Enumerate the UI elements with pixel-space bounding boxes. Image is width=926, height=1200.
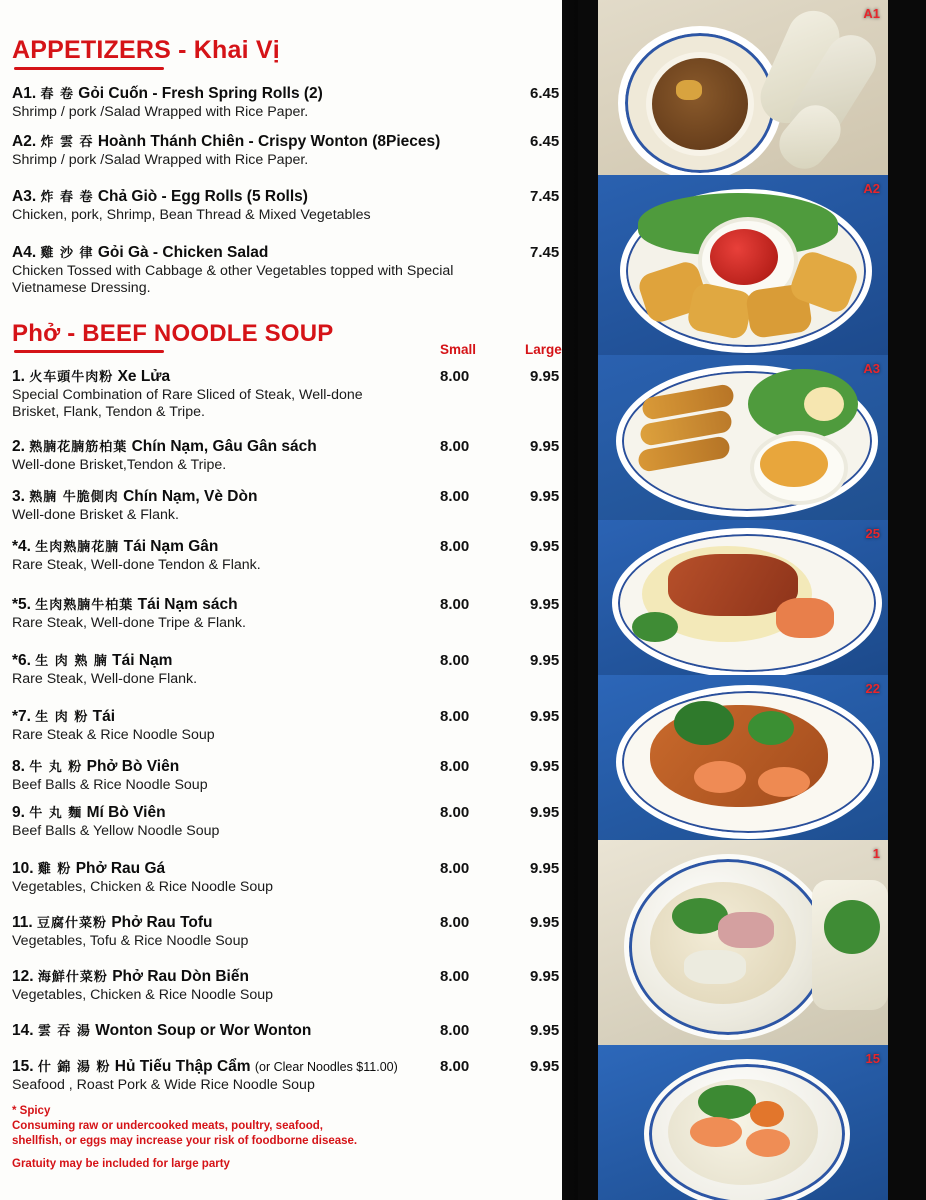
menu-item (12, 708, 572, 744)
shrimp (776, 598, 834, 638)
item-description: Rare Steak, Well-done Flank. (12, 671, 198, 688)
item-price-large: 9.95 (530, 968, 560, 985)
item-price-large: 9.95 (530, 1058, 560, 1075)
spicy-legend: * Spicy (12, 1105, 51, 1117)
crushed-peanuts (676, 80, 702, 100)
item-price-large: 9.95 (530, 368, 560, 385)
item-price-large: 9.95 (530, 652, 560, 669)
broccoli (674, 701, 734, 745)
photo-egg-rolls (598, 355, 888, 520)
item-description: Chicken Tossed with Cabbage & other Vegetables topped with Special Vietnamese Dressing. (12, 263, 454, 297)
item-price: 7.45 (530, 244, 560, 261)
photo-badge: A2 (863, 181, 880, 196)
shrimp (690, 1117, 742, 1147)
photo-badge: 25 (865, 526, 880, 541)
photo-pho-bowl (598, 840, 888, 1045)
gratuity-note: Gratuity may be included for large party (12, 1157, 230, 1170)
menu-item (12, 85, 572, 121)
item-price-large: 9.95 (530, 860, 560, 877)
item-price-large: 9.95 (530, 438, 560, 455)
item-price: 6.45 (530, 133, 560, 150)
item-number: A1. (12, 85, 37, 102)
pho-heading: Phở - BEEF NOODLE SOUP (12, 320, 334, 347)
item-chinese: 春 卷 (40, 87, 74, 102)
item-number: A2. (12, 133, 37, 150)
item-chinese: 火车頭牛肉粉 (29, 370, 114, 385)
photo-badge: A1 (863, 6, 880, 21)
item-title-line (12, 538, 572, 556)
menu-item (12, 438, 572, 474)
item-name: Mí Bò Viên (86, 804, 166, 821)
item-price-small: 8.00 (440, 914, 470, 931)
item-chinese: 炸 雲 吞 (40, 135, 94, 150)
appetizers-underline (14, 67, 164, 70)
item-title-line (12, 804, 572, 822)
shrimp (694, 761, 746, 793)
item-title-line (12, 596, 572, 614)
item-title-line (12, 438, 572, 456)
menu-item (12, 1058, 572, 1094)
item-name: Xe Lửa (117, 368, 171, 385)
item-description: Rare Steak, Well-done Tripe & Flank. (12, 615, 246, 632)
item-name: Hủ Tiếu Thập Cẩm (114, 1058, 251, 1075)
menu-item (12, 804, 572, 840)
item-chinese: 炸 春 卷 (40, 190, 94, 205)
item-chinese: 生肉熟腩花腩 (35, 540, 120, 555)
photo-stirfry-noodles (598, 675, 888, 840)
item-price-small: 8.00 (440, 652, 470, 669)
shrimp (758, 767, 810, 797)
photo-rice-plate (598, 520, 888, 675)
item-name: Chín Nạm, Gâu Gân sách (131, 438, 317, 455)
item-price: 7.45 (530, 188, 560, 205)
item-description: Shrimp / pork /Salad Wrapped with Rice Paper. (12, 104, 309, 121)
item-price-large: 9.95 (530, 758, 560, 775)
item-title-line (12, 652, 572, 670)
item-description: Rare Steak, Well-done Tendon & Flank. (12, 557, 261, 574)
item-title-line (12, 1058, 572, 1076)
item-chinese: 生肉熟腩牛柏葉 (35, 598, 134, 613)
photo-seafood-soup (598, 1045, 888, 1200)
photo-crispy-wonton (598, 175, 888, 355)
item-name: Gỏi Cuốn - Fresh Spring Rolls (2) (78, 85, 323, 102)
item-title-line (12, 188, 572, 206)
fish-sauce (760, 441, 828, 487)
menu-item (12, 188, 572, 224)
item-price-small: 8.00 (440, 1058, 470, 1075)
item-name: Hoành Thánh Chiên - Crispy Wonton (8Pieces) (97, 133, 441, 150)
item-number: 2. (12, 438, 25, 455)
item-name: Wonton Soup or Wor Wonton (95, 1022, 312, 1039)
item-description: Beef Balls & Rice Noodle Soup (12, 777, 208, 794)
disclaimer-line-2: shellfish, or eggs may increase your risk of foodborne disease. (12, 1135, 358, 1148)
menu-item (12, 652, 572, 688)
item-price-large: 9.95 (530, 804, 560, 821)
item-chinese: 牛 丸 麵 (29, 806, 83, 821)
item-description: Vegetables, Chicken & Rice Noodle Soup (12, 879, 274, 896)
item-price-small: 8.00 (440, 368, 470, 385)
herb-garnish (632, 612, 678, 642)
item-price-small: 8.00 (440, 804, 470, 821)
menu-item (12, 968, 572, 1004)
item-title-line (12, 1022, 572, 1040)
item-chinese: 雞 粉 (37, 862, 72, 877)
item-name: Chả Giò - Egg Rolls (5 Rolls) (97, 188, 308, 205)
menu-item (12, 914, 572, 950)
item-chinese: 雲 吞 湯 (37, 1024, 91, 1039)
page-edge-shadow (562, 0, 578, 1200)
item-price-small: 8.00 (440, 538, 470, 555)
disclaimer-line-1: Consuming raw or undercooked meats, poultry, seafood, (12, 1120, 323, 1133)
item-number: 10. (12, 860, 34, 877)
egg-garnish (804, 387, 844, 421)
menu-item (12, 758, 572, 794)
item-description: Vegetables, Tofu & Rice Noodle Soup (12, 933, 249, 950)
menu-item (12, 860, 572, 896)
photo-strip-column (562, 0, 926, 1200)
item-number: *4. (12, 538, 31, 555)
item-price-small: 8.00 (440, 968, 470, 985)
photo-badge: 1 (872, 846, 880, 861)
appetizers-heading: APPETIZERS - Khai Vị (12, 36, 280, 64)
item-price-large: 9.95 (530, 914, 560, 931)
item-number: 9. (12, 804, 25, 821)
item-name: Tái Nạm (112, 652, 173, 669)
item-chinese: 海鮮什菜粉 (37, 970, 108, 985)
item-name: Phở Rau Tofu (111, 914, 213, 931)
menu-item (12, 133, 572, 169)
item-name: Tái Nạm Gân (123, 538, 219, 555)
item-number: *5. (12, 596, 31, 613)
item-price-small: 8.00 (440, 708, 470, 725)
item-number: 8. (12, 758, 25, 775)
item-description: Rare Steak & Rice Noodle Soup (12, 727, 215, 744)
item-number: 15. (12, 1058, 34, 1075)
item-price: 6.45 (530, 85, 560, 102)
column-header-small: Small (440, 342, 477, 357)
item-title-line (12, 708, 572, 726)
item-name: Tái Nạm sách (137, 596, 238, 613)
photo-strip (598, 0, 898, 1200)
item-price-small: 8.00 (440, 860, 470, 877)
menu-item (12, 368, 572, 421)
item-price-small: 8.00 (440, 758, 470, 775)
item-description: Well-done Brisket & Flank. (12, 507, 179, 524)
item-price-small: 8.00 (440, 596, 470, 613)
item-name: Phở Rau Gá (75, 860, 166, 877)
item-number: A4. (12, 244, 37, 261)
carrot (750, 1101, 784, 1127)
footer-disclaimer (12, 1104, 442, 1172)
item-number: 3. (12, 488, 25, 505)
item-price-large: 9.95 (530, 596, 560, 613)
item-number: *6. (12, 652, 31, 669)
item-price-large: 9.95 (530, 538, 560, 555)
item-number: 14. (12, 1022, 34, 1039)
item-chinese: 生 肉 粉 (35, 710, 89, 725)
item-name: Phở Bò Viên (86, 758, 180, 775)
item-chinese: 豆腐什菜粉 (37, 916, 108, 931)
shrimp (746, 1129, 790, 1157)
sliced-beef (718, 912, 774, 948)
bean-sprouts-basil (824, 900, 880, 954)
item-title-line (12, 968, 572, 986)
dipping-sauce-bowl (646, 52, 754, 156)
item-title-line (12, 368, 572, 386)
item-price-large: 9.95 (530, 488, 560, 505)
menu-item (12, 488, 572, 524)
item-chinese: 雞 沙 律 (40, 246, 94, 261)
item-name: Gỏi Gà - Chicken Salad (97, 244, 269, 261)
item-description: Vegetables, Chicken & Rice Noodle Soup (12, 987, 274, 1004)
item-name: Chín Nạm, Vè Dòn (123, 488, 258, 505)
greens (698, 1085, 756, 1119)
pho-underline (14, 350, 164, 353)
item-chinese: 什 錦 湯 粉 (37, 1060, 111, 1075)
item-description: Special Combination of Rare Sliced of Steak, Well-done Brisket, Flank, Tendon & Tripe. (12, 387, 363, 421)
item-note: (or Clear Noodles $11.00) (254, 1060, 398, 1074)
item-description: Well-done Brisket,Tendon & Tripe. (12, 457, 227, 474)
item-title-line (12, 85, 572, 103)
item-number: *7. (12, 708, 31, 725)
item-name: Tái (92, 708, 116, 725)
item-price-small: 8.00 (440, 1022, 470, 1039)
item-description: Beef Balls & Yellow Noodle Soup (12, 823, 220, 840)
column-header-large: Large (525, 342, 562, 357)
item-title-line (12, 244, 572, 262)
photo-badge: 15 (865, 1051, 880, 1066)
menu-item (12, 1022, 572, 1040)
item-title-line (12, 860, 572, 878)
menu-item (12, 596, 572, 632)
item-title-line (12, 133, 572, 151)
item-description: Shrimp / pork /Salad Wrapped with Rice Paper. (12, 152, 309, 169)
item-number: 11. (12, 914, 33, 931)
item-price-large: 9.95 (530, 708, 560, 725)
item-title-line (12, 488, 572, 506)
item-title-line (12, 758, 572, 776)
photo-badge: 22 (865, 681, 880, 696)
menu-item (12, 244, 572, 297)
item-price-large: 9.95 (530, 1022, 560, 1039)
item-chinese: 熟腩花腩筋柏葉 (29, 440, 128, 455)
photo-spring-rolls (598, 0, 888, 175)
chili-sauce (710, 229, 778, 285)
item-name: Phở Rau Dòn Biến (112, 968, 249, 985)
item-number: 12. (12, 968, 34, 985)
item-chinese: 熟腩 牛脆側肉 (29, 490, 119, 505)
broccoli (748, 711, 794, 745)
menu-item (12, 538, 572, 574)
rice-noodles (684, 950, 746, 984)
item-description: Seafood , Roast Pork & Wide Rice Noodle Soup (12, 1077, 315, 1094)
item-number: 1. (12, 368, 25, 385)
item-price-small: 8.00 (440, 488, 470, 505)
item-chinese: 生 肉 熟 腩 (35, 654, 108, 669)
item-number: A3. (12, 188, 37, 205)
item-price-small: 8.00 (440, 438, 470, 455)
item-chinese: 牛 丸 粉 (29, 760, 83, 775)
photo-badge: A3 (863, 361, 880, 376)
item-title-line (12, 914, 572, 932)
item-description: Chicken, pork, Shrimp, Bean Thread & Mixed Vegetables (12, 207, 371, 224)
